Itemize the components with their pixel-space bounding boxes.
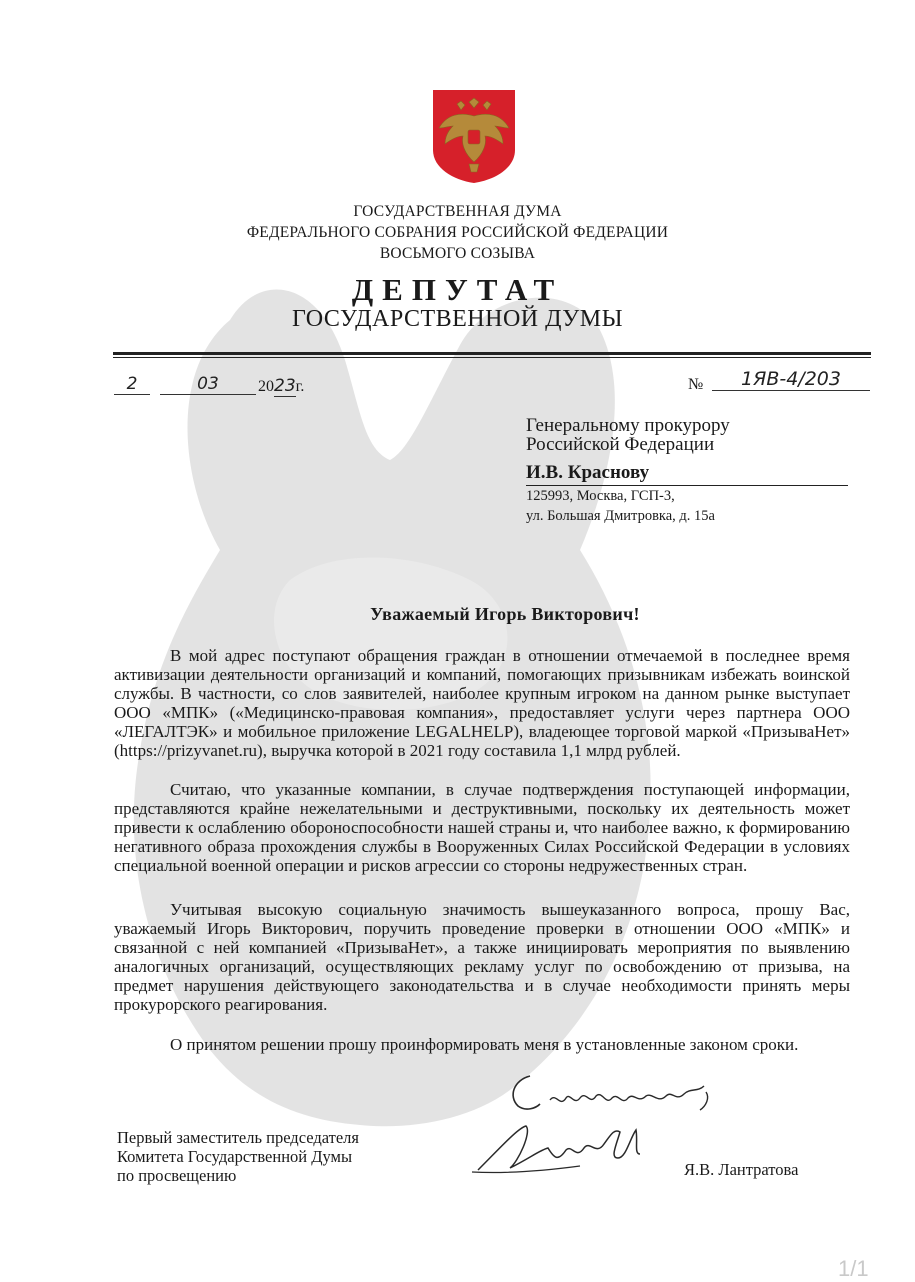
signatory-position-line2: Комитета Государственной Думы [117, 1147, 353, 1166]
header-line-federal-assembly: ФЕДЕРАЛЬНОГО СОБРАНИЯ РОССИЙСКОЙ ФЕДЕРАЦИИ [246, 224, 669, 241]
date-year-prefix: 20 [258, 378, 274, 395]
date-year [258, 376, 304, 396]
number-label: № [688, 376, 704, 393]
title-deputy: ДЕПУТАТ [351, 272, 564, 307]
handwritten-signature [470, 1118, 660, 1178]
signatory-name: Я.В. Лантратова [684, 1160, 799, 1179]
signatory-position-line3: по просвещению [117, 1166, 237, 1185]
header-line-convocation: ВОСЬМОГО СОЗЫВА [379, 245, 536, 262]
body-paragraph-1: В мой адрес поступают обращения граждан в отношении отмечаемой в последнее время активизации деятельности организаций и компаний, помогающих призывникам избежать воинской службы. В частности, со слов заявителей, наиболее крупным игроком на данном рынке выступает ООО «МПК» («Медицинско-правовая компания», предоставляет услуги через партнера ООО «ЛЕГАЛТЭК» и мобильное приложение LEGALHELP), владеющее торговой маркой «ПризываНет» (https://prizyvanet.ru), выручка которой в 2021 году составила 1,1 млрд рублей. [114, 646, 850, 760]
recipient-line2: Российской Федерации [526, 434, 715, 455]
page-number: 1/1 [838, 1256, 869, 1281]
date-year-handwritten: 23 [274, 376, 296, 396]
signatory-position-line1: Первый заместитель председателя [117, 1128, 359, 1147]
date-suffix: г. [295, 378, 305, 395]
date-day: 2 [114, 374, 150, 395]
header-divider-thin [113, 357, 871, 358]
date-month: 03 [160, 374, 256, 395]
salutation: Уважаемый Игорь Викторович! [370, 604, 640, 624]
recipient-address-line2: ул. Большая Дмитровка, д. 15а [526, 508, 715, 524]
recipient-line1: Генеральному прокурору [526, 415, 730, 436]
header-divider-thick [113, 352, 871, 355]
body-paragraph-2: Считаю, что указанные компании, в случае подтверждения поступающей информации, представляются крайне нежелательными и деструктивными, поскольку их деятельность может привести к ослаблению обороноспособности нашей страны и, что наиболее важно, к формированию негативного образа прохождения службы в Вооруженных Силах Российской Федерации в условиях специальной военной операции и рисков агрессии со стороны недружественных стран. [114, 780, 850, 875]
body-paragraph-3: Учитывая высокую социальную значимость вышеуказанного вопроса, прошу Вас, уважаемый Игорь Викторович, поручить проведение проверки в отношении ООО «МПК» и связанной с ней компанией «ПризываНет», а также инициировать мероприятия по выявлению аналогичных организаций, осуществляющих рекламу услуг по освобождению от призыва, на предмет нарушения действующего законодательства и в случае необходимости принять меры прокурорского реагирования. [114, 900, 850, 1014]
signatory-position [117, 1128, 359, 1185]
body-paragraph-4: О принятом решении прошу проинформировать меня в установленные законом сроки. [170, 1035, 799, 1054]
header-line-state-duma: ГОСУДАРСТВЕННАЯ ДУМА [353, 203, 562, 220]
recipient-address-line1: 125993, Москва, ГСП-3, [526, 488, 675, 504]
subtitle-state-duma: ГОСУДАРСТВЕННОЙ ДУМЫ [291, 306, 624, 332]
number-value: 1ЯВ-4/203 [712, 368, 870, 391]
handwritten-closing [500, 1062, 720, 1122]
coat-of-arms-emblem [431, 88, 517, 184]
recipient-name: И.В. Краснову [526, 462, 650, 483]
